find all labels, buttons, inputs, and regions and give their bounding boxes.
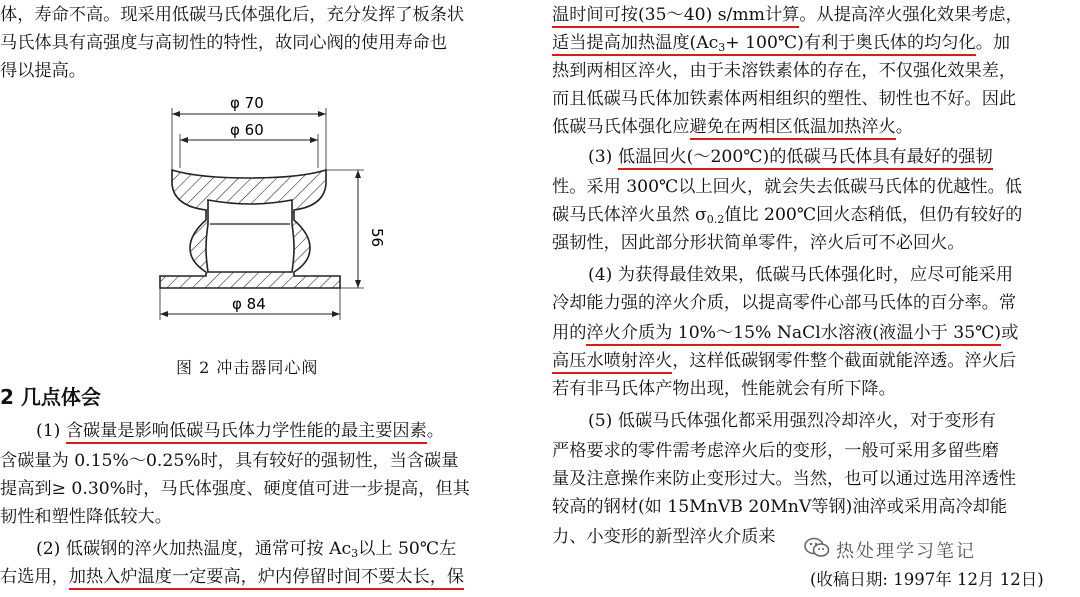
watermark-text: 热处理学习笔记: [836, 541, 976, 562]
highlighted-text: 适当提高加热温度($Ac_3+$ 100℃)有利于奥氏体的均匀化: [552, 33, 976, 54]
text-line: 用的淬火介质为 10%～15% NaCl水溶液(液温小于 35℃)或: [552, 322, 1018, 346]
highlighted-text: 含碳量是影响低碳马氏体力学性能的最主要因素: [66, 421, 427, 444]
dimension-phi84: φ 84: [232, 295, 266, 313]
paragraph-3-line: (3) 低温回火(～200℃)的低碳马氏体具有最好的强韧: [552, 146, 993, 170]
dimension-phi70: φ 70: [230, 94, 264, 112]
paragraph-1-line: (1) 含碳量是影响低碳马氏体力学性能的最主要因素。: [0, 420, 444, 444]
highlighted-text: 高压水喷射淬火: [552, 351, 672, 374]
dimension-height: 56: [368, 228, 386, 248]
paragraph-4-line: (4) 为获得最佳效果，低碳马氏体强化时，应尽可能采用: [588, 265, 1014, 285]
paragraph-2-line: 右选用，加热入炉温度一定要高，炉内停留时间不要太长，保: [0, 566, 464, 590]
text-line: 冷却能力强的淬火介质，以提高零件心部马氏体的百分率。常: [552, 293, 1017, 313]
highlighted-text: 低温回火(～200℃)的低碳马氏体具有最好的强韧: [618, 147, 993, 170]
text-line: 低碳马氏体强化应避免在两相区低温加热淬火。: [552, 116, 913, 140]
text-line: 严格要求的零件需考虑淬火后的变形，一般可采用多留些磨: [552, 441, 999, 461]
text-line: 体，寿命不高。现采用低碳马氏体强化后，充分发挥了板条状: [0, 5, 465, 25]
text-line: 若有非马氏体产物出现，性能就会有所下降。: [552, 379, 896, 399]
valve-cross-section-figure: [150, 88, 384, 332]
paragraph-5-line: (5) 低碳马氏体强化都采用强烈冷却淬火，对于变形有: [588, 411, 996, 431]
text-line: 温时间可按(35～40) s/mm计算。从提高淬火强化效果考虑，: [552, 4, 1023, 28]
text-line: 量及注意操作来防止变形过大。当然，也可以通过选用淬透性: [552, 469, 1017, 489]
section-heading: 2 几点体会: [0, 385, 101, 409]
text-line: 提高到≥ 0.30%时，马氏体强度、硬度值可进一步提高，但其: [0, 479, 470, 499]
highlighted-text: 加热入炉温度一定要高，炉内停留时间不要太长，保: [69, 567, 464, 590]
text-line: 马氏体具有高强度与高韧性的特性，故同心阀的使用寿命也: [0, 33, 447, 53]
text-line: 碳马氏体淬火虽然 $\sigma_{0.2}$值比 200℃回火态稍低，但仍有较好的: [552, 205, 1023, 226]
valve-bore: [206, 200, 294, 272]
paragraph-2-line: (2) 低碳钢的淬火加热温度，通常可按 $Ac_3$以上 50℃左: [36, 539, 457, 560]
technical-drawing: [150, 88, 384, 332]
text-line: 得以提高。: [0, 61, 86, 81]
highlighted-text: 温时间可按(35～40) s/mm计算: [552, 5, 799, 28]
text-line: 热到两相区淬火，由于未溶铁素体的存在，不仅强化效果差，: [552, 61, 1017, 81]
highlighted-text: 淬火介质为 10%～15% NaCl水溶液(液温小于 35℃): [586, 323, 1001, 346]
text-line: 较高的钢材(如 15MnVB 20MnV等钢)油淬或采用高冷却能: [552, 497, 1008, 517]
highlighted-text: 避免在两相区低温加热淬火: [690, 117, 896, 140]
text-line: 强韧性，因此部分形状简单零件，淬火后可不必回火。: [552, 233, 965, 253]
text-line: 适当提高加热温度($Ac_3+$ 100℃)有利于奥氏体的均匀化。加: [552, 33, 1011, 54]
wechat-icon: [804, 537, 830, 563]
dimension-phi60: φ 60: [230, 121, 264, 139]
text-line: 含碳量为 0.15%～0.25%时，具有较好的强韧性，当含碳量: [0, 451, 459, 471]
text-line: 力、小变形的新型淬火介质来: [552, 527, 776, 547]
text-line: 韧性和塑性降低较大。: [0, 507, 172, 527]
text-line: 而且低碳马氏体加铁素体两相组织的塑性、韧性也不好。因此: [552, 89, 1017, 109]
received-date: (收稿日期: 1997年 12月 12日): [810, 570, 1044, 589]
text-line: 高压水喷射淬火，这样低碳钢零件整个截面就能淬透。淬火后: [552, 350, 1016, 374]
text-line: 性。采用 300℃以上回火，就会失去低碳马氏体的优越性。低: [552, 177, 1022, 197]
watermark: [804, 536, 976, 564]
figure-caption: 图 2 冲击器同心阀: [176, 358, 319, 377]
